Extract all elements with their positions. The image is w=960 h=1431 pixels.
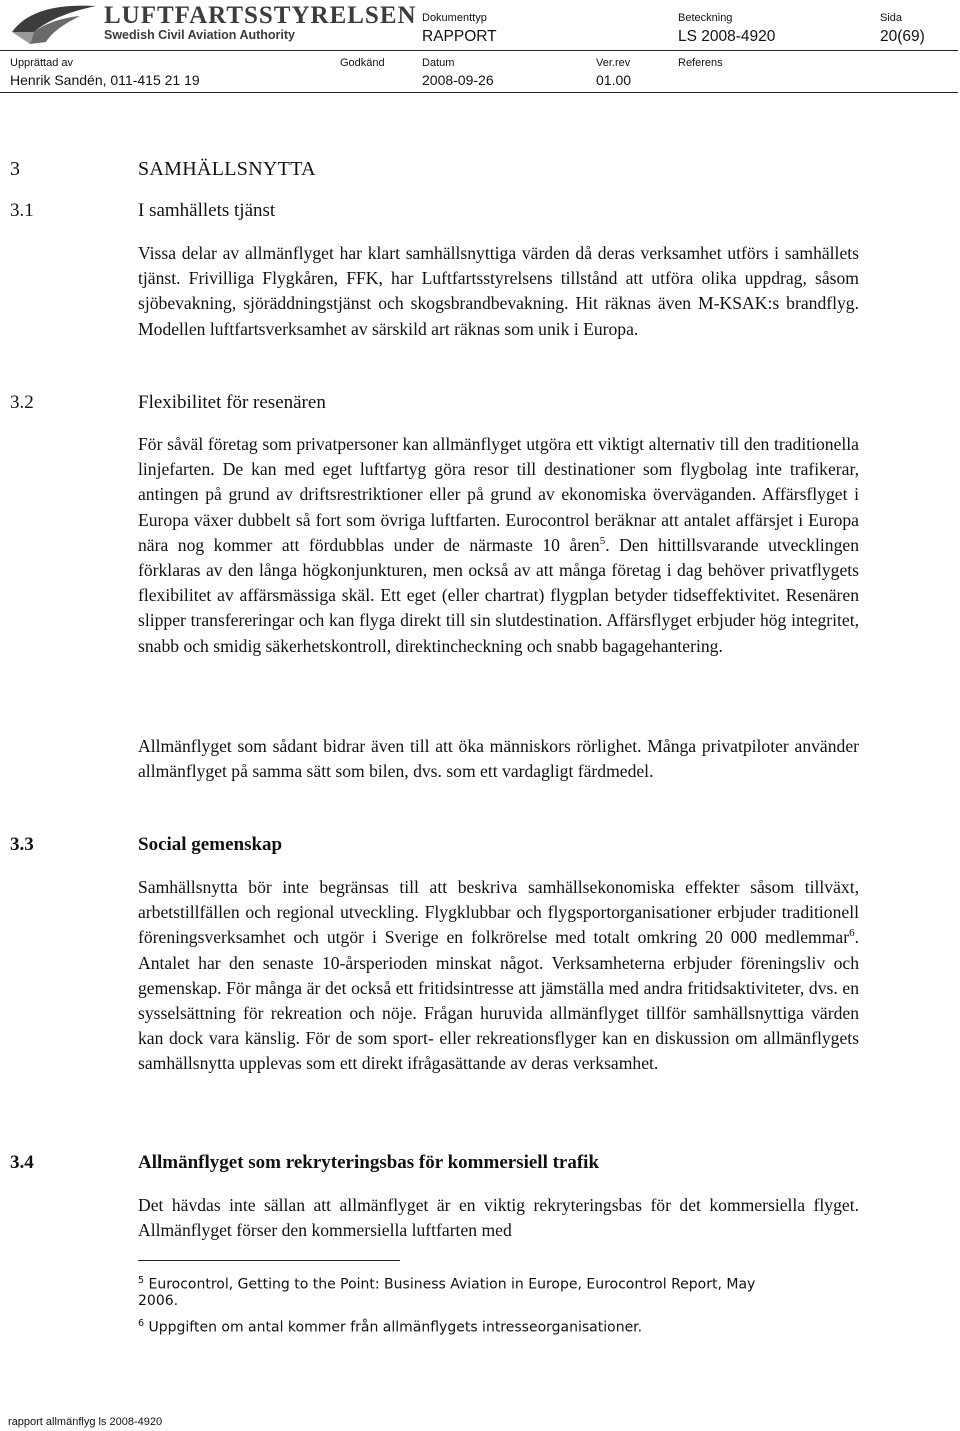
paragraph: Det hävdas inte sällan att allmänflyget är en viktig rekryteringsbas för det kommersiella flyget. Allmänflyget förser den kommersiella luftfarten med [138, 1195, 859, 1241]
paragraph: Allmänflyget som sådant bidrar även till att öka människors rörlighet. Många privatpiloter använder allmänflyget på samma sätt som bilen, dvs. som ett vardagligt färdmedel. [138, 736, 859, 782]
doc-type: RAPPORT [422, 28, 497, 45]
org-name: LUFTFARTSSTYRELSEN [104, 2, 417, 29]
prepared-label: Upprättad av [10, 57, 73, 69]
date-label: Datum [422, 57, 455, 69]
header-divider-bottom [0, 92, 958, 93]
rev: 01.00 [596, 72, 632, 88]
paragraph [138, 432, 859, 659]
header-divider-top [0, 50, 958, 51]
paragraph-text: . Antalet har den senaste 10-årsperioden minskat något. Verksamheterna erbjuder föreningsliv och gemenskap. För många är det också ett fritidsintresse att jämställa med andra fritidsaktiviteter, dvs. en sysselsättning för rekreation och nöje. Frågan huruvida allmänflyget tillför samhällsnyttiga värden kan dock vara känslig. För de som sport- eller rekreationsflyger kan en diskussion om allmänflygets samhällsnytta upplevas som ett direkt ifrågasättande av deras verksamhet. [138, 927, 859, 1074]
paragraph: Vissa delar av allmänflyget har klart samhällsnyttiga värden då deras verksamhet utförs i samhällets tjänst. Frivilliga Flygkåren, FFK, har Luftfartsstyrelsens tillstånd att utföra olika uppdrag, såsom sjöbevakning, sjöräddningstjänst och skogsbrandbevakning. Hit räknas även M-KSAK:s brandflyg. Modellen luftfartsverksamhet av särskild art räknas som unik i Europa. [138, 243, 859, 339]
chapter-title: SAMHÄLLSNYTTA [138, 158, 316, 180]
section-title: Social gemenskap [138, 834, 283, 855]
section-title: Flexibilitet för resenären [138, 392, 326, 413]
page-footer: rapport allmänflyg ls 2008-4920 [8, 1416, 163, 1428]
paragraph-text: För såväl företag som privatpersoner kan allmänflyget utgöra ett viktigt alternativ till den traditionella linjefarten. De kan med eget luftfartyg göra resor till destinationer som flygbolag inte trafikerar, antingen på grund av driftsrestriktioner eller på grund av ekonomiska överväganden. Affärsflyget i Europa växer dubbelt så fort som övriga luftfarten. Eurocontrol beräknar att antalet affärsjet i Europa nära nog kommer att fördubblas under de närmaste 10 åren [138, 434, 859, 555]
date: 2008-09-26 [422, 72, 494, 88]
section-number: 3.1 [10, 200, 34, 221]
prepared-by: Henrik Sandén, 011-415 21 19 [10, 72, 200, 88]
footnote-continuation: 2006. [138, 1293, 179, 1309]
chapter-number: 3 [10, 158, 21, 180]
page-label: Sida [880, 12, 903, 24]
footnote [138, 1313, 838, 1339]
footnote-text: Eurocontrol, Getting to the Point: Business Aviation in Europe, Eurocontrol Report, May [148, 1276, 756, 1293]
paragraph-text: Samhällsnytta bör inte begränsas till att beskriva samhällsekonomiska effekter såsom tillväxt, arbetstillfällen och regional utveckling. Flygklubbar och flygsportorganisationer erbjuder traditionell föreningsverksamhet och utgör i Sverige en folkrörelse med totalt omkring 20 000 medlemmar [138, 877, 859, 948]
section-number: 3.3 [10, 834, 34, 855]
org-subtitle: Swedish Civil Aviation Authority [104, 28, 295, 42]
rev-label: Ver.rev [596, 57, 631, 69]
authority-logo [8, 0, 417, 50]
designation: LS 2008-4920 [678, 28, 776, 45]
paragraph [138, 875, 859, 1077]
section-number: 3.2 [10, 392, 34, 413]
section-number: 3.4 [10, 1152, 34, 1173]
footnote-divider [138, 1260, 400, 1261]
paragraph-text: . Den hittillsvarande utvecklingen förklaras av den långa högkonjunkturen, men också av att många företag i dag behöver privatflygets flexibilitet av affärsmässiga skäl. Ett eget (eller chartrat) flygplan betyder tidseffektivitet. Resenären slipper transfereringar och kan flyga direkt till sin slutdestination. Affärsflyget erbjuder hög integritet, snabb och smidig säkerhetskontroll, direktincheckning och snabb bagagehantering. [138, 534, 859, 656]
section-title: Allmänflyget som rekryteringsbas för kommersiell trafik [138, 1152, 600, 1173]
doc-type-label: Dokumenttyp [422, 12, 487, 24]
approved-label: Godkänd [340, 57, 385, 69]
footnote-text: Uppgiften om antal kommer från allmänflygets intresseorganisationer. [148, 1319, 643, 1336]
footnote-ref: 6 [849, 927, 855, 940]
designation-label: Beteckning [678, 12, 733, 24]
footnote-mark: 6 [138, 1318, 145, 1329]
ref-label: Referens [678, 57, 723, 69]
page-number: 20(69) [880, 28, 925, 45]
section-title: I samhällets tjänst [138, 200, 276, 221]
airplane-wing-logo-icon [8, 2, 98, 46]
footnote-mark: 5 [138, 1275, 145, 1286]
footnote-ref: 5 [599, 534, 606, 547]
